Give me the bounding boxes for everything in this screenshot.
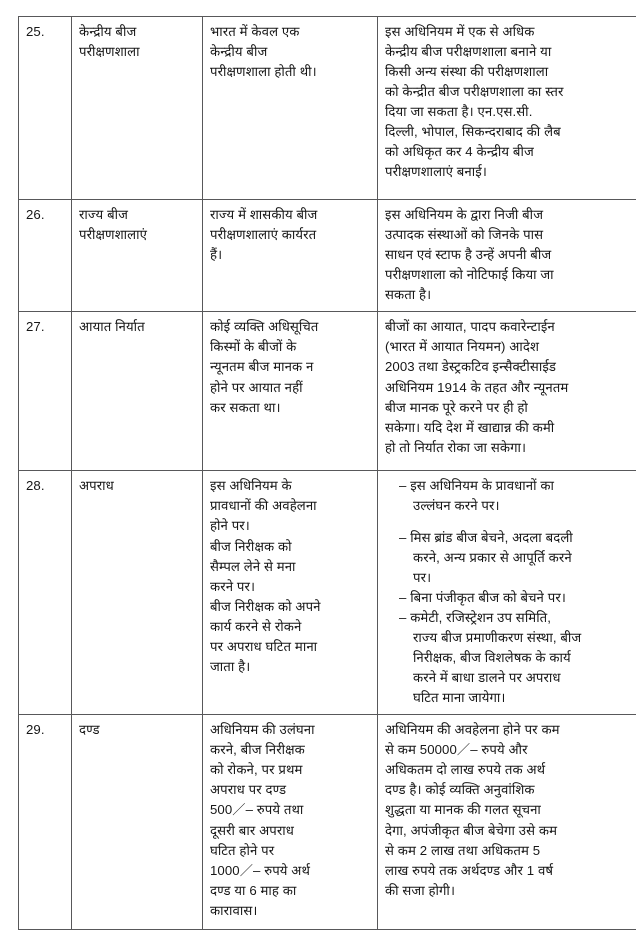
text-line: परीक्षणशालाएं बनाई। (385, 162, 636, 182)
text-line: दण्ड है। कोई व्यक्ति अनुवांशिक (385, 780, 636, 800)
bullet-marker: – (399, 610, 406, 625)
text-line: परीक्षणशालाएं (79, 225, 195, 245)
old-provision-text (210, 22, 370, 82)
bullet-marker: – (399, 590, 406, 605)
text-line (399, 476, 636, 496)
row-index: 29. (26, 722, 45, 737)
text-line: अपराध पर दण्ड (210, 780, 370, 800)
row-term-cell (72, 17, 203, 200)
text-line: प्रावधानों की अवहेलना (210, 496, 370, 516)
text-line (399, 608, 636, 628)
text-line: राज्य बीज प्रमाणीकरण संस्था, बीज (399, 628, 636, 648)
term-text (79, 720, 195, 740)
text-line: होने पर। (210, 516, 370, 536)
old-provision-text (210, 205, 370, 265)
text-line: होने पर आयात नहीं (210, 378, 370, 398)
text-line: कारावास। (210, 901, 370, 921)
text-line: को अधिकृत कर 4 केन्द्रीय बीज (385, 142, 636, 162)
new-provision-text (385, 317, 636, 457)
text-line: अधिनियम की उलंघना (210, 720, 370, 740)
text-line: इस अधिनियम के द्वारा निजी बीज (385, 205, 636, 225)
text-line: निरीक्षक, बीज विशलेषक के कार्य (399, 648, 636, 668)
row-index-cell (19, 715, 72, 930)
text-line: जाता है। (210, 657, 370, 677)
text-line: इस अधिनियम के प्रावधानों का (410, 478, 554, 493)
text-line: उल्लंघन करने पर। (399, 496, 636, 516)
text-line: शुद्धता या मानक की गलत सूचना (385, 800, 636, 820)
row-term-cell (72, 312, 203, 471)
text-line: बीज निरीक्षक को अपने (210, 597, 370, 617)
row-old-provision-cell (203, 17, 378, 200)
text-line: (भारत में आयात नियमन) आदेश (385, 337, 636, 357)
text-line: पर। (399, 568, 636, 588)
text-line: घटित होने पर (210, 841, 370, 861)
row-term-cell (72, 200, 203, 312)
text-line: 2003 तथा डेस्ट्रकटिव इन्सैक्टीसाईड (385, 357, 636, 377)
row-index-cell (19, 471, 72, 715)
old-provision-text (210, 720, 370, 921)
text-line: करने, अन्य प्रकार से आपूर्ति करने (399, 548, 636, 568)
text-line: दूसरी बार अपराध (210, 821, 370, 841)
text-line: करने, बीज निरीक्षक (210, 740, 370, 760)
bullet-marker: – (399, 530, 406, 545)
row-new-provision-cell (378, 17, 636, 200)
spacer (385, 516, 636, 527)
row-index-cell (19, 200, 72, 312)
term-text (79, 205, 195, 245)
text-line: घटित माना जायेगा। (399, 688, 636, 708)
text-line: किसी अन्य संस्था की परीक्षणशाला (385, 62, 636, 82)
text-line: अपराध (79, 476, 195, 496)
text-line: सकेगा। यदि देश में खाद्यान्न की कमी (385, 418, 636, 438)
text-line: अधिनियम की अवहेलना होने पर कम (385, 720, 636, 740)
text-line: बीज मानक पूरे करने पर ही हो (385, 398, 636, 418)
seed-act-comparison-table (18, 16, 636, 930)
text-line: केन्द्रीय बीज (79, 22, 195, 42)
text-line: सकता है। (385, 285, 636, 305)
offences-bullet-list (385, 476, 636, 708)
table-row (19, 715, 636, 930)
row-old-provision-cell (203, 471, 378, 715)
row-new-provision-cell (378, 471, 636, 715)
text-line: को रोकने, पर प्रथम (210, 760, 370, 780)
text-line: दण्ड (79, 720, 195, 740)
text-line: को केन्द्रीत बीज परीक्षणशाला का स्तर (385, 82, 636, 102)
text-line: अधिनियम 1914 के तहत और न्यूनतम (385, 378, 636, 398)
row-index: 25. (26, 24, 45, 39)
table-row (19, 200, 636, 312)
row-index-cell (19, 17, 72, 200)
list-item (385, 588, 636, 608)
text-line: दिल्ली, भोपाल, सिकन्दराबाद की लैब (385, 122, 636, 142)
row-new-provision-cell (378, 200, 636, 312)
text-line: न्यूनतम बीज मानक न (210, 357, 370, 377)
row-old-provision-cell (203, 715, 378, 930)
old-provision-text (210, 476, 370, 677)
row-term-cell (72, 471, 203, 715)
text-line: अधिकतम दो लाख रुपये तक अर्थ (385, 760, 636, 780)
text-line: से कम 2 लाख तथा अधिकतम 5 (385, 841, 636, 861)
text-line: बीज निरीक्षक को (210, 537, 370, 557)
text-line (399, 528, 636, 548)
table-row (19, 471, 636, 715)
text-line (399, 588, 636, 608)
text-line: हैं। (210, 245, 370, 265)
text-line: कमेटी, रजिस्ट्रेशन उप समिति, (410, 610, 551, 625)
new-provision-text (385, 22, 636, 183)
text-line: हो तो निर्यात रोका जा सकेगा। (385, 438, 636, 458)
text-line: कार्य करने से रोकने (210, 617, 370, 637)
row-new-provision-cell (378, 715, 636, 930)
row-index: 27. (26, 319, 45, 334)
text-line: करने पर। (210, 577, 370, 597)
text-line: इस अधिनियम में एक से अधिक (385, 22, 636, 42)
text-line: बीजों का आयात, पादप कवारेन्टाईन (385, 317, 636, 337)
list-item (385, 476, 636, 516)
text-line: आयात निर्यात (79, 317, 195, 337)
text-line: कोई व्यक्ति अधिसूचित (210, 317, 370, 337)
text-line: 500／– रुपये तथा (210, 800, 370, 820)
term-text (79, 476, 195, 496)
text-line: भारत में केवल एक (210, 22, 370, 42)
row-index: 26. (26, 207, 45, 222)
text-line: उत्पादक संस्थाओं को जिनके पास (385, 225, 636, 245)
text-line: पर अपराध घटित माना (210, 637, 370, 657)
list-item (385, 608, 636, 708)
new-provision-text (385, 205, 636, 305)
text-line: 1000／– रुपये अर्थ (210, 861, 370, 881)
text-line: परीक्षणशाला को नोटिफाई किया जा (385, 265, 636, 285)
old-provision-text (210, 317, 370, 417)
list-item (385, 528, 636, 588)
table-row (19, 17, 636, 200)
bullet-marker: – (399, 478, 406, 493)
text-line: सैम्पल लेने से मना (210, 557, 370, 577)
row-old-provision-cell (203, 200, 378, 312)
text-line: मिस ब्रांड बीज बेचने, अदला बदली (410, 530, 573, 545)
row-old-provision-cell (203, 312, 378, 471)
text-line: इस अधिनियम के (210, 476, 370, 496)
row-new-provision-cell (378, 312, 636, 471)
table-body (19, 17, 636, 930)
text-line: परीक्षणशाला होती थी। (210, 62, 370, 82)
text-line: देगा, अपंजीकृत बीज बेचेगा उसे कम (385, 821, 636, 841)
term-text (79, 22, 195, 62)
text-line: साधन एवं स्टाफ है उन्हें अपनी बीज (385, 245, 636, 265)
row-index-cell (19, 312, 72, 471)
text-line: दिया जा सकता है। एन.एस.सी. (385, 102, 636, 122)
text-line: से कम 50000／– रुपये और (385, 740, 636, 760)
table-row (19, 312, 636, 471)
text-line: कर सकता था। (210, 398, 370, 418)
text-line: लाख रुपये तक अर्थदण्ड और 1 वर्ष (385, 861, 636, 881)
text-line: केन्द्रीय बीज परीक्षणशाला बनाने या (385, 42, 636, 62)
text-line: राज्य में शासकीय बीज (210, 205, 370, 225)
new-provision-text (385, 720, 636, 901)
text-line: केन्द्रीय बीज (210, 42, 370, 62)
row-index: 28. (26, 478, 45, 493)
text-line: परीक्षणशाला (79, 42, 195, 62)
text-line: बिना पंजीकृत बीज को बेचने पर। (410, 590, 566, 605)
text-line: करने में बाधा डालने पर अपराध (399, 668, 636, 688)
row-term-cell (72, 715, 203, 930)
text-line: परीक्षणशालाएं कार्यरत (210, 225, 370, 245)
text-line: किस्मों के बीजों के (210, 337, 370, 357)
text-line: की सजा होगी। (385, 881, 636, 901)
term-text (79, 317, 195, 337)
text-line: राज्य बीज (79, 205, 195, 225)
text-line: दण्ड या 6 माह का (210, 881, 370, 901)
